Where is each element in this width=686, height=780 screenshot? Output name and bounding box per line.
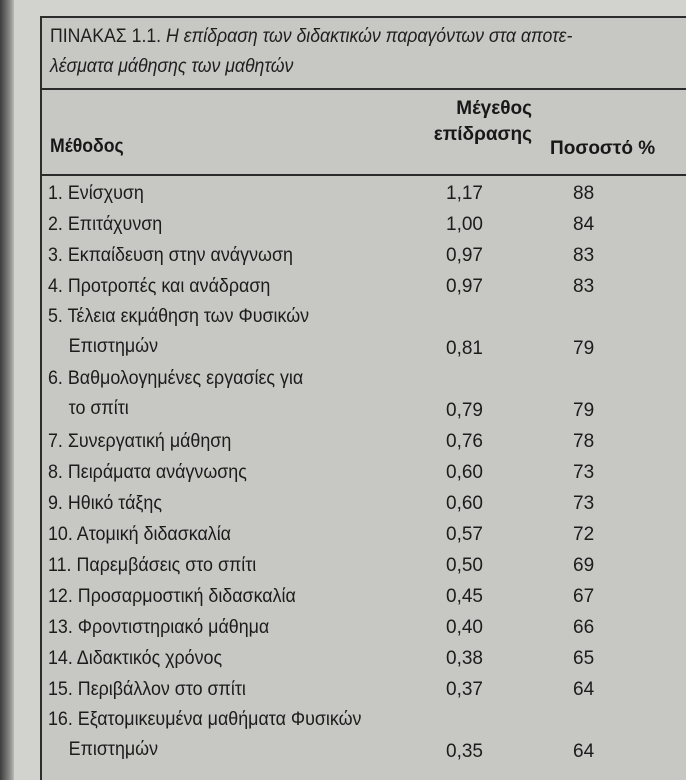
method-name-line-1: 2. Επιτάχυνση [48, 214, 163, 235]
method-name-line-2: Επιστημών [68, 336, 159, 357]
method-name [48, 581, 368, 613]
method-name [48, 271, 368, 303]
effect-size-value: 0,81 [446, 338, 483, 359]
column-header-percent: Ποσοστό % [550, 138, 656, 159]
method-name-line-1: 5. Τέλεια εκμάθηση των Φυσικών [48, 306, 310, 327]
header-top-rule [42, 88, 686, 90]
effect-size-value: 0,76 [446, 431, 483, 452]
column-header-effect-line-1: Μέγεθος [456, 98, 532, 119]
table-row [42, 240, 686, 271]
method-name-line-1: 9. Ηθικό τάξης [48, 493, 162, 514]
method-name-line-1: 14. Διδακτικός χρόνος [48, 648, 223, 669]
effect-size-value: 1,00 [446, 214, 483, 235]
percent-value: 78 [573, 431, 595, 452]
method-name [48, 240, 368, 272]
caption-text-1: Η επίδραση των διδακτικών παραγόντων στα αποτε- [166, 26, 573, 47]
method-name [48, 364, 368, 424]
table-row [42, 178, 686, 209]
table-row [42, 612, 686, 643]
method-name-line-1: 7. Συνεργατική μάθηση [48, 431, 232, 452]
percent-value: 64 [573, 679, 595, 700]
percent-value: 64 [573, 741, 595, 762]
method-name-line-1: 1. Ενίσχυση [48, 183, 144, 204]
method-name [48, 426, 368, 458]
table-row [42, 457, 686, 488]
method-name [48, 643, 368, 675]
method-name [48, 209, 368, 241]
caption-label: ΠΙΝΑΚΑΣ 1.1. [50, 26, 162, 47]
method-name-line-2: το σπίτι [68, 398, 129, 419]
table-row [42, 364, 686, 426]
table-row [42, 271, 686, 302]
percent-value: 67 [573, 586, 595, 607]
table-row [42, 302, 686, 364]
table-row [42, 705, 686, 767]
effect-size-value: 0,97 [446, 245, 483, 266]
method-name-line-1: 16. Εξατομικευμένα μαθήματα Φυσικών [48, 709, 362, 730]
effect-size-value: 0,60 [446, 493, 483, 514]
percent-value: 83 [573, 276, 595, 297]
method-name-line-1: 10. Ατομική διδασκαλία [48, 524, 232, 545]
column-header-effect-line-2: επίδρασης [433, 124, 532, 145]
table-row [42, 674, 686, 705]
effect-size-value: 0,79 [446, 400, 483, 421]
table-card [40, 16, 686, 780]
effect-size-value: 0,38 [446, 648, 483, 669]
bleed-through-text [44, 0, 684, 16]
percent-value: 65 [573, 648, 595, 669]
effect-size-value: 0,35 [446, 741, 483, 762]
method-name [48, 519, 368, 551]
effect-size-value: 0,57 [446, 524, 483, 545]
table-body [42, 178, 686, 767]
effect-size-value: 0,50 [446, 555, 483, 576]
method-name-line-1: 15. Περιβάλλον στο σπίτι [48, 679, 246, 700]
table-row [42, 550, 686, 581]
percent-value: 79 [573, 400, 595, 421]
percent-value: 73 [573, 462, 595, 483]
header-bottom-rule [42, 174, 686, 176]
method-name-line-1: 4. Προτροπές και ανάδραση [48, 276, 271, 297]
method-name-line-1: 6. Βαθμολογημένες εργασίες για [48, 368, 304, 389]
percent-value: 83 [573, 245, 595, 266]
effect-size-value: 0,60 [446, 462, 483, 483]
percent-value: 69 [573, 555, 595, 576]
column-header-effect [390, 96, 532, 148]
table-row [42, 488, 686, 519]
percent-value: 73 [573, 493, 595, 514]
effect-size-value: 0,97 [446, 276, 483, 297]
table-row [42, 209, 686, 240]
effect-size-value: 0,45 [446, 586, 483, 607]
method-name-line-1: 8. Πειράματα ανάγνωσης [48, 462, 247, 483]
method-name [48, 674, 368, 706]
method-name [48, 457, 368, 489]
column-header-method: Μέθοδος [50, 136, 124, 157]
percent-value: 88 [573, 183, 595, 204]
method-name-line-1: 3. Εκπαίδευση στην ανάγνωση [48, 245, 293, 266]
percent-value: 84 [573, 214, 595, 235]
method-name-line-1: 13. Φροντιστηριακό μάθημα [48, 617, 270, 638]
effect-size-value: 0,40 [446, 617, 483, 638]
effect-size-value: 1,17 [446, 183, 483, 204]
table-row [42, 519, 686, 550]
method-name [48, 705, 368, 765]
effect-size-value: 0,37 [446, 679, 483, 700]
caption-line-1 [50, 22, 636, 52]
table-row [42, 581, 686, 612]
method-name [48, 612, 368, 644]
percent-value: 79 [573, 338, 595, 359]
method-name-line-1: 11. Παρεμβάσεις στο σπίτι [48, 555, 257, 576]
table-row [42, 426, 686, 457]
method-name [48, 302, 368, 362]
percent-value: 66 [573, 617, 595, 638]
method-name-line-1: 12. Προσαρμοστική διδασκαλία [48, 586, 296, 607]
book-page [14, 0, 686, 780]
method-name [48, 550, 368, 582]
method-name [48, 178, 368, 210]
table-caption [50, 22, 636, 82]
book-spine-shadow [0, 0, 14, 780]
caption-line-2: λέσματα μάθησης των μαθητών [50, 56, 294, 77]
percent-value: 72 [573, 524, 595, 545]
table-row [42, 643, 686, 674]
method-name [48, 488, 368, 520]
method-name-line-2: Επιστημών [68, 739, 159, 760]
